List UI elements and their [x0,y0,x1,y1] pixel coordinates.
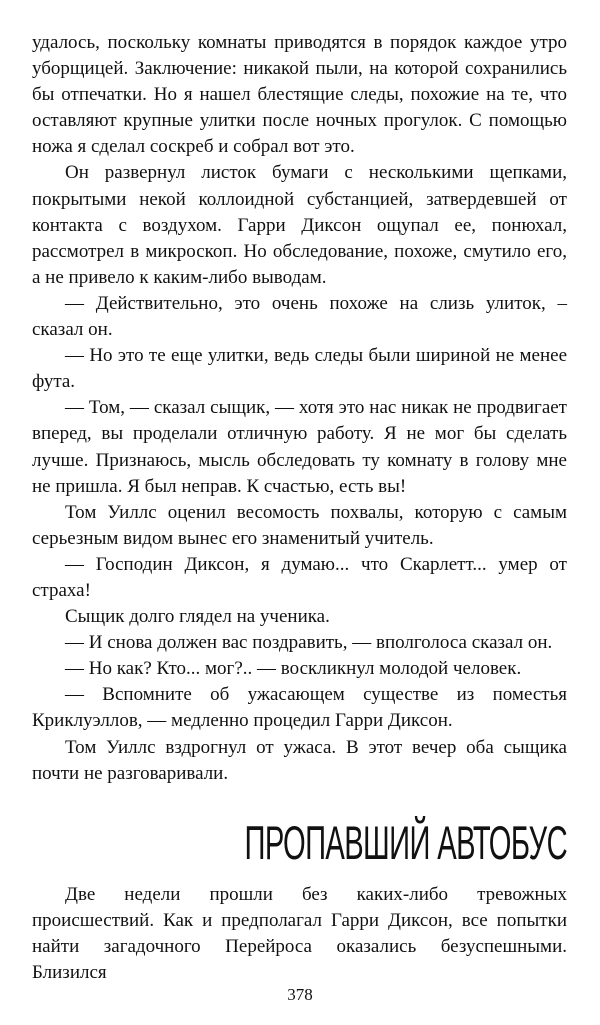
paragraph: Он развернул листок бумаги с несколькими щепками, покрытыми некой коллоидной субстанцией, затвердевшей от контакта с воздухом. Гарри Диксон ощупал ее, понюхал, рассмотрел в микроскоп. Но обследование, похоже, смутило его, а не привело к каким-либо выводам. [32,162,567,288]
page-number: 378 [287,985,313,1004]
paragraph: удалось, поскольку комнаты приводятся в порядок каждое утро уборщицей. Заключение: никакой пыли, на которой сохранились бы отпечатки. Но я нашел блестящие следы, похожие на те, что оставляют крупные улитки после ночных прогулок. С помощью ножа я сделал соскреб и собрал вот это. [32,32,567,158]
paragraph: Сыщик долго глядел на ученика. [65,606,330,628]
text-block-bottom [32,882,567,986]
paragraph: — И снова должен вас поздравить, — вполголоса сказал он. [65,632,553,654]
paragraph: — Вспомните об ужасающем существе из поместья Криклуэллов, — медленно процедил Гарри Диксон. [32,684,567,732]
text-block-top [32,30,567,787]
paragraph: Две недели прошли без каких-либо тревожных происшествий. Как и предполагал Гарри Диксон, все попытки найти загадочного Перейроса оказались безуспешными. Близился [32,884,567,984]
paragraph: — Господин Диксон, я думаю... что Скарлетт... умер от страха! [32,553,567,601]
paragraph: — Но как? Кто... мог?.. — воскликнул молодой человек. [65,658,522,680]
paragraph: Том Уиллс оценил весомость похвалы, которую с самым серьезным видом вынес его знаменитый учитель. [32,501,567,549]
paragraph: — Действительно, это очень похоже на слизь улиток, – сказал он. [32,292,567,341]
chapter-heading: ПРОПАВШИЙ АВТОБУС [244,816,568,869]
paragraph: Том Уиллс вздрогнул от ужаса. В этот вечер оба сыщика почти не разговаривали. [32,736,567,784]
paragraph: — Но это те еще улитки, ведь следы были шириной не менее фута. [32,345,567,393]
paragraph: — Том, — сказал сыщик, — хотя это нас никак не продвигает вперед, вы проделали отличную работу. Я не мог бы сделать лучше. Признаюсь, мысль обследовать ту комнату в голову мне не пришла. Я был неправ. К счастью, есть вы! [32,397,567,497]
